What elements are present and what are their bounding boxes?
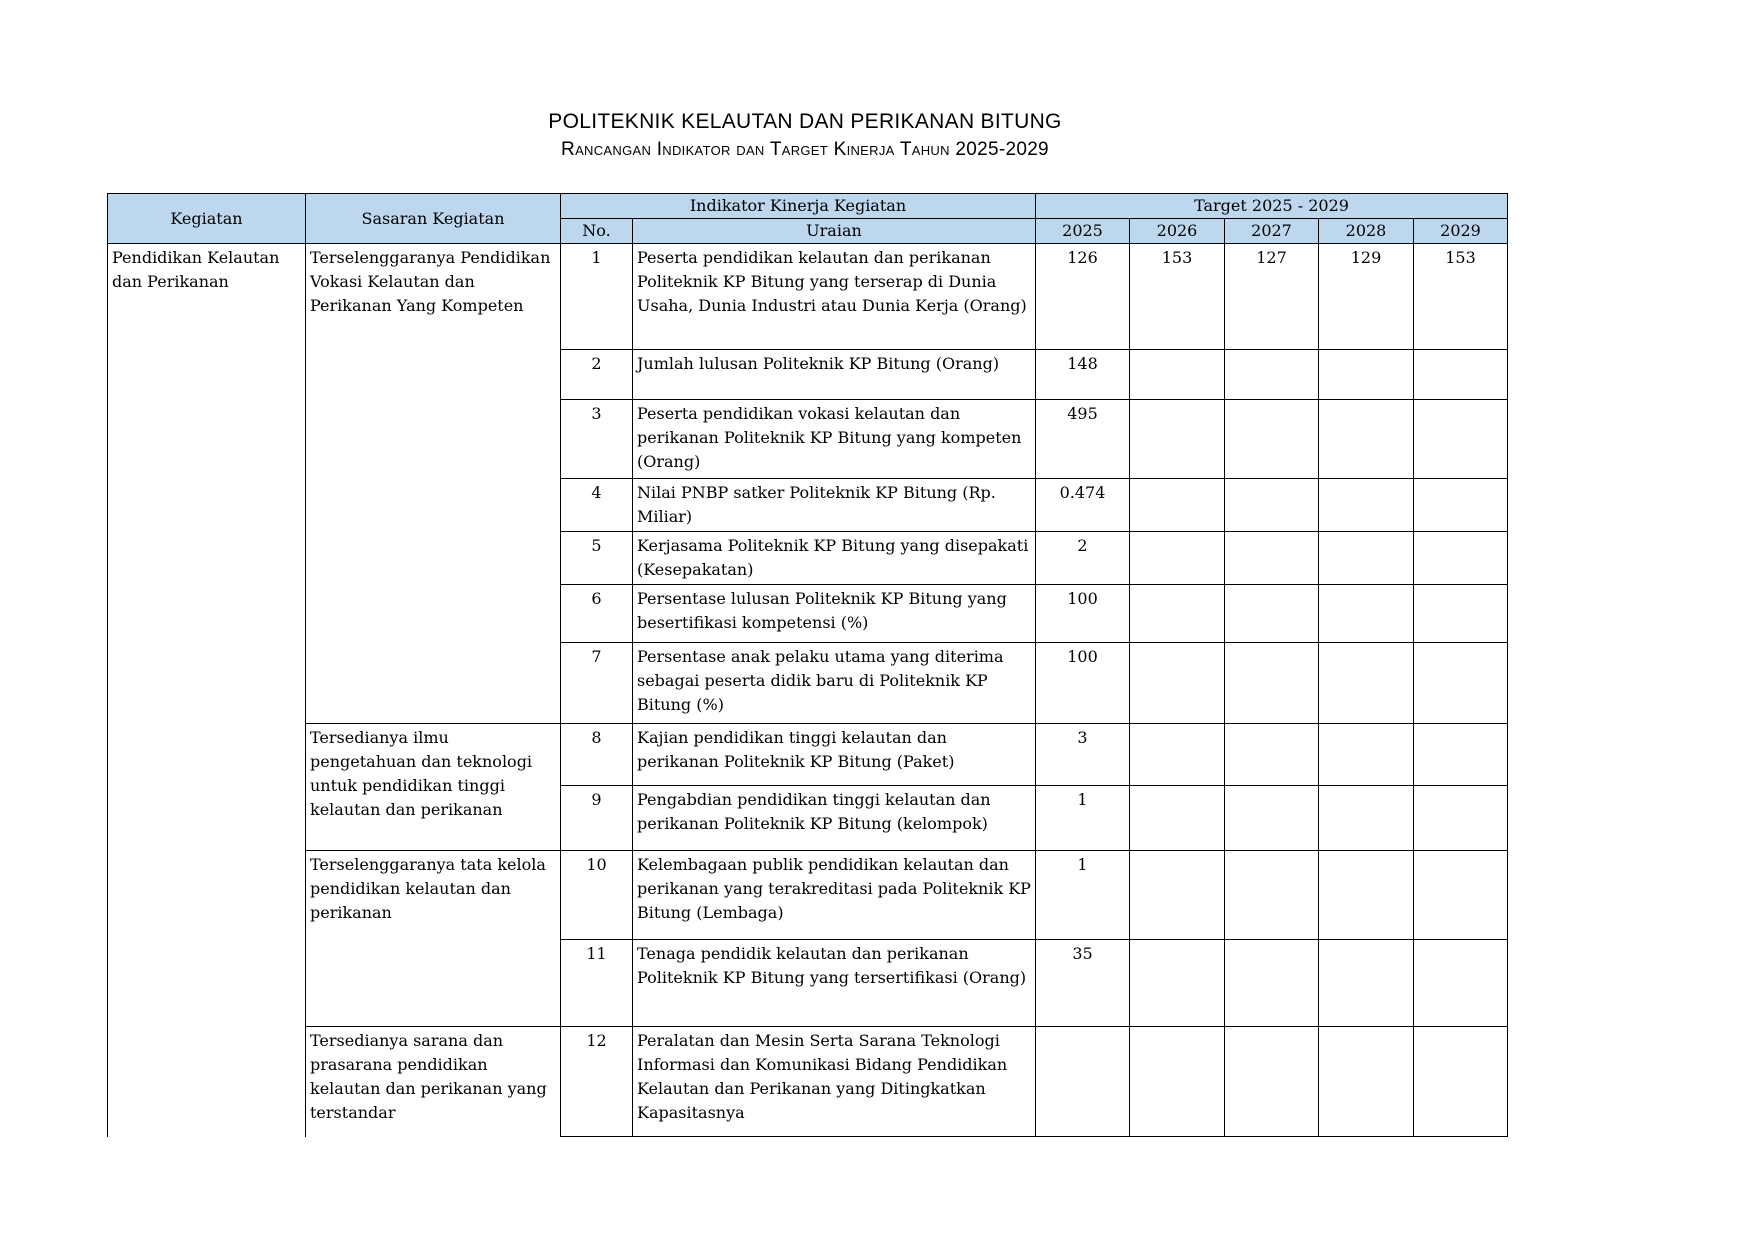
header-year: 2027 — [1225, 219, 1319, 244]
sasaran-cell: Tersedianya sarana dan prasarana pendidikan kelautan dan perikanan yang terstandar — [306, 1027, 561, 1137]
uraian-cell: Tenaga pendidik kelautan dan perikanan Politeknik KP Bitung yang tersertifikasi (Orang) — [633, 940, 1036, 1027]
target-cell — [1319, 1027, 1414, 1137]
target-cell — [1225, 350, 1319, 400]
no-cell: 6 — [561, 585, 633, 643]
sasaran-cell: Terselenggaranya Pendidikan Vokasi Kelautan dan Perikanan Yang Kompeten — [306, 244, 561, 724]
target-cell — [1414, 643, 1508, 724]
target-cell — [1414, 350, 1508, 400]
uraian-cell: Nilai PNBP satker Politeknik KP Bitung (Rp. Miliar) — [633, 479, 1036, 532]
target-cell — [1319, 585, 1414, 643]
uraian-cell: Persentase lulusan Politeknik KP Bitung yang besertifikasi kompetensi (%) — [633, 585, 1036, 643]
target-cell — [1414, 786, 1508, 851]
target-cell: 1 — [1036, 851, 1130, 940]
header-year: 2026 — [1130, 219, 1225, 244]
header-year: 2029 — [1414, 219, 1508, 244]
header-indikator: Indikator Kinerja Kegiatan — [561, 194, 1036, 219]
target-cell — [1130, 786, 1225, 851]
target-cell: 127 — [1225, 244, 1319, 350]
target-cell — [1130, 479, 1225, 532]
target-cell: 100 — [1036, 643, 1130, 724]
uraian-cell: Persentase anak pelaku utama yang diterima sebagai peserta didik baru di Politeknik KP Bitung (%) — [633, 643, 1036, 724]
target-cell — [1130, 400, 1225, 479]
target-cell — [1225, 532, 1319, 585]
target-cell — [1130, 940, 1225, 1027]
uraian-cell: Peserta pendidikan kelautan dan perikanan Politeknik KP Bitung yang terserap di Dunia Usaha, Dunia Industri atau Dunia Kerja (Orang) — [633, 244, 1036, 350]
target-cell: 148 — [1036, 350, 1130, 400]
target-cell — [1225, 851, 1319, 940]
table-row — [108, 724, 1508, 786]
no-cell: 3 — [561, 400, 633, 479]
target-cell — [1225, 643, 1319, 724]
target-cell — [1225, 1027, 1319, 1137]
target-cell — [1130, 350, 1225, 400]
indicator-table — [107, 193, 1508, 1137]
target-cell — [1414, 400, 1508, 479]
target-cell: 0.474 — [1036, 479, 1130, 532]
target-cell: 1 — [1036, 786, 1130, 851]
target-cell: 35 — [1036, 940, 1130, 1027]
uraian-cell: Kajian pendidikan tinggi kelautan dan perikanan Politeknik KP Bitung (Paket) — [633, 724, 1036, 786]
header-target: Target 2025 - 2029 — [1036, 194, 1508, 219]
target-cell — [1225, 786, 1319, 851]
target-cell — [1414, 940, 1508, 1027]
target-cell — [1130, 724, 1225, 786]
header-sasaran: Sasaran Kegiatan — [306, 194, 561, 244]
no-cell: 8 — [561, 724, 633, 786]
no-cell: 4 — [561, 479, 633, 532]
target-cell — [1130, 851, 1225, 940]
target-cell — [1319, 400, 1414, 479]
target-cell — [1225, 400, 1319, 479]
header-year: 2028 — [1319, 219, 1414, 244]
kegiatan-cell: Pendidikan Kelautan dan Perikanan — [108, 244, 306, 1137]
uraian-cell: Jumlah lulusan Politeknik KP Bitung (Orang) — [633, 350, 1036, 400]
target-cell — [1130, 643, 1225, 724]
target-cell — [1036, 1027, 1130, 1137]
no-cell: 7 — [561, 643, 633, 724]
no-cell: 1 — [561, 244, 633, 350]
header-row-1 — [108, 194, 1508, 219]
target-cell — [1319, 786, 1414, 851]
target-cell — [1130, 585, 1225, 643]
target-cell — [1319, 532, 1414, 585]
header-kegiatan: Kegiatan — [108, 194, 306, 244]
document-title: POLITEKNIK KELAUTAN DAN PERIKANAN BITUNG — [548, 110, 1062, 133]
target-cell: 153 — [1414, 244, 1508, 350]
no-cell: 5 — [561, 532, 633, 585]
target-cell: 153 — [1130, 244, 1225, 350]
header-uraian: Uraian — [633, 219, 1036, 244]
target-cell: 495 — [1036, 400, 1130, 479]
uraian-cell: Peralatan dan Mesin Serta Sarana Teknologi Informasi dan Komunikasi Bidang Pendidikan Kelautan dan Perikanan yang Ditingkatkan Kapasitasnya — [633, 1027, 1036, 1137]
target-cell — [1414, 479, 1508, 532]
uraian-cell: Peserta pendidikan vokasi kelautan dan perikanan Politeknik KP Bitung yang kompeten (Orang) — [633, 400, 1036, 479]
no-cell: 9 — [561, 786, 633, 851]
target-cell — [1225, 724, 1319, 786]
target-cell — [1319, 851, 1414, 940]
target-cell — [1319, 940, 1414, 1027]
target-cell — [1414, 585, 1508, 643]
target-cell — [1319, 350, 1414, 400]
target-cell — [1414, 532, 1508, 585]
document-subtitle: Rancangan Indikator dan Target Kinerja Tahun 2025-2029 — [561, 139, 1049, 160]
no-cell: 11 — [561, 940, 633, 1027]
target-cell: 100 — [1036, 585, 1130, 643]
target-cell — [1130, 1027, 1225, 1137]
target-cell — [1130, 532, 1225, 585]
table-row — [108, 244, 1508, 350]
target-cell — [1225, 479, 1319, 532]
target-cell — [1319, 724, 1414, 786]
sasaran-cell: Tersedianya ilmu pengetahuan dan teknologi untuk pendidikan tinggi kelautan dan perikanan — [306, 724, 561, 851]
uraian-cell: Kerjasama Politeknik KP Bitung yang disepakati (Kesepakatan) — [633, 532, 1036, 585]
target-cell: 2 — [1036, 532, 1130, 585]
target-cell — [1225, 940, 1319, 1027]
sasaran-cell: Terselenggaranya tata kelola pendidikan kelautan dan perikanan — [306, 851, 561, 1027]
target-cell: 129 — [1319, 244, 1414, 350]
target-cell — [1414, 1027, 1508, 1137]
no-cell: 2 — [561, 350, 633, 400]
header-year: 2025 — [1036, 219, 1130, 244]
uraian-cell: Kelembagaan publik pendidikan kelautan dan perikanan yang terakreditasi pada Politeknik KP Bitung (Lembaga) — [633, 851, 1036, 940]
table-row — [108, 851, 1508, 940]
no-cell: 12 — [561, 1027, 633, 1137]
target-cell — [1225, 585, 1319, 643]
target-cell: 3 — [1036, 724, 1130, 786]
header-no: No. — [561, 219, 633, 244]
no-cell: 10 — [561, 851, 633, 940]
target-cell — [1414, 851, 1508, 940]
target-cell — [1319, 643, 1414, 724]
uraian-cell: Pengabdian pendidikan tinggi kelautan dan perikanan Politeknik KP Bitung (kelompok) — [633, 786, 1036, 851]
target-cell — [1319, 479, 1414, 532]
target-cell — [1414, 724, 1508, 786]
table-row — [108, 1027, 1508, 1137]
target-cell: 126 — [1036, 244, 1130, 350]
